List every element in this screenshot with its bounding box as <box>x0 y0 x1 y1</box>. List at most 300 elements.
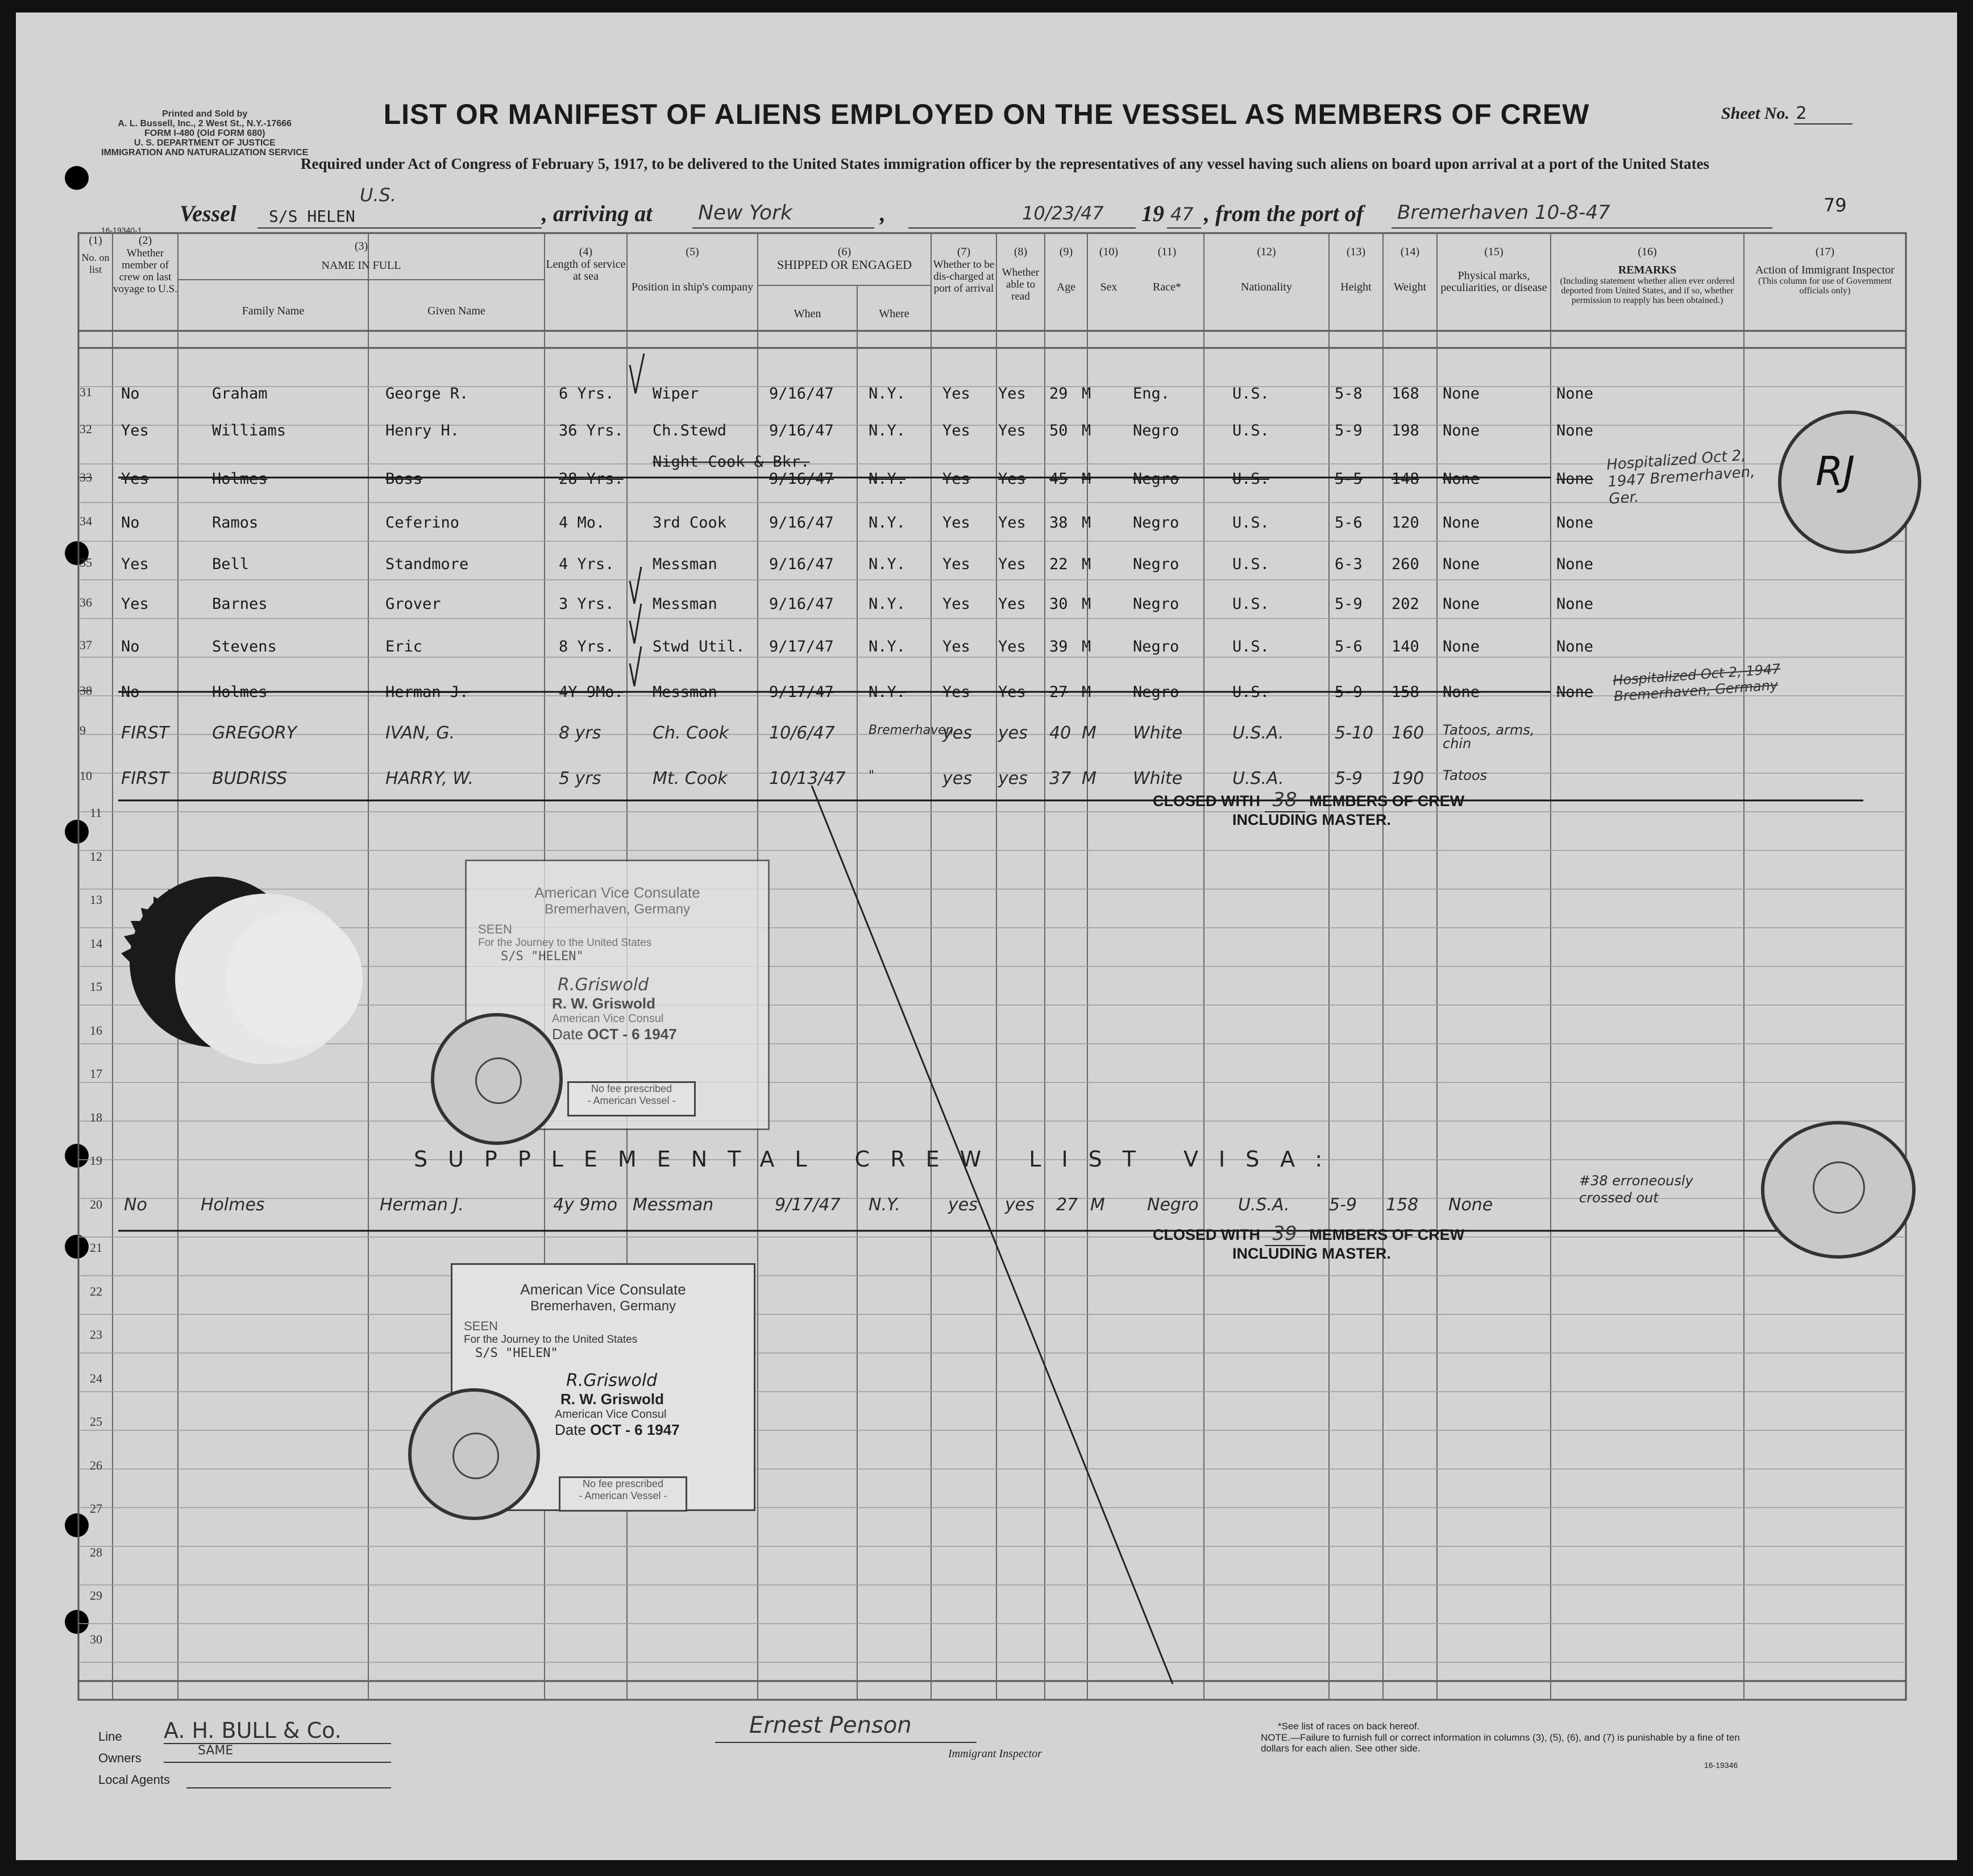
eagle-icon <box>452 1433 499 1479</box>
row-34-age: 38 <box>1049 514 1068 532</box>
col-header-action: Action of Immigrant Inspector <box>1755 264 1895 276</box>
col-header-remarks-sub: (Including statement whether alien ever ordered deported from United States, and if so, whether permission to reapply has been obtained.) <box>1560 276 1735 305</box>
row-34-last: No <box>121 514 140 532</box>
row-35-disch: Yes <box>942 555 970 573</box>
row-37-height: 5-6 <box>1335 638 1363 655</box>
col-header-family-name: Family Name <box>242 305 305 317</box>
consulate-seal-right-lower <box>1761 1121 1916 1259</box>
col-header-given-name: Given Name <box>427 305 485 317</box>
row-37-when: 9/17/47 <box>769 638 834 655</box>
arrival-date: 10/23/47 <box>1022 202 1104 224</box>
closed-line-2: CLOSED WITH 39 MEMBERS OF CREW <box>1153 1222 1465 1245</box>
row-37-service: 8 Yrs. <box>559 638 614 655</box>
consular-stamp-lower: American Vice Consulate Bremerhaven, Germany SEEN For the Journey to the United States S/S "HELEN" R.Griswold R. W. Griswold American Vice Consul Date OCT - 6 1947 <box>451 1263 755 1511</box>
row-37-given: Eric <box>385 638 423 655</box>
row-33-where: N.Y. <box>869 470 906 488</box>
row-10-weight: 190 <box>1392 769 1424 788</box>
row-37-remarks: None <box>1556 638 1594 655</box>
crew-count-2: 39 <box>1265 1222 1305 1246</box>
row-number-22: 22 <box>90 1284 102 1298</box>
row-33-weight: 148 <box>1392 470 1419 488</box>
col-header-race: Race* <box>1153 281 1181 293</box>
row-33-position: Night Cook & Bkr. <box>653 453 810 471</box>
row-35-race: Negro <box>1133 555 1179 573</box>
hospitalized-note-38: Hospitalized Oct 2, 1947 Bremerhaven, Germany <box>1612 661 1781 705</box>
row-9-read: yes <box>998 723 1028 743</box>
col-num-3: (3) <box>354 240 368 252</box>
row-number-17: 17 <box>90 1066 102 1081</box>
row-31-age: 29 <box>1049 385 1068 402</box>
col-header-age: Age <box>1056 281 1076 293</box>
row-9-where: Bremerhaven <box>869 723 954 737</box>
row-38-last: No <box>121 683 140 701</box>
consular-stamp-upper: American Vice Consulate Bremerhaven, Germany SEEN For the Journey to the United States S/S "HELEN" R.Griswold R. W. Griswold American Vice Consul Date OCT - 6 1947 <box>465 860 770 1130</box>
row-35-when: 9/16/47 <box>769 555 834 573</box>
row-number-18: 18 <box>90 1110 102 1124</box>
row-32-weight: 198 <box>1392 422 1419 439</box>
row-31-read: Yes <box>998 385 1026 402</box>
arriving-label: , arriving at <box>542 201 653 226</box>
col-num-1: (1) <box>89 234 102 247</box>
row-9-family: GREGORY <box>212 723 297 743</box>
supplemental-sex: M <box>1090 1195 1105 1215</box>
row-38-where: N.Y. <box>869 683 906 701</box>
row-38-marks: None <box>1443 683 1480 701</box>
owners-value: SAME <box>198 1744 234 1758</box>
row-32-marks: None <box>1443 422 1480 439</box>
row-35-position: Messman <box>653 555 717 573</box>
row-38-no: 38 <box>80 683 92 698</box>
row-37-where: N.Y. <box>869 638 906 655</box>
row-34-marks: None <box>1443 514 1480 532</box>
row-36-given: Grover <box>385 595 441 613</box>
vessel-name: S/S HELEN <box>269 207 355 226</box>
row-10-nat: U.S.A. <box>1232 769 1284 788</box>
supplemental-age: 27 <box>1056 1195 1078 1215</box>
row-35-remarks: None <box>1556 555 1594 573</box>
consulate-seal-upper <box>431 1013 563 1145</box>
row-36-marks: None <box>1443 595 1480 613</box>
crew-count-1: 38 <box>1265 788 1305 812</box>
row-36-height: 5-9 <box>1335 595 1363 613</box>
races-note: *See list of races on back hereof. <box>1278 1721 1420 1732</box>
vessel-label: Vessel <box>180 201 236 226</box>
row-number-20: 20 <box>90 1197 102 1211</box>
row-9-no: 9 <box>80 723 86 737</box>
row-32-position: Ch.Stewd <box>653 422 727 439</box>
row-9-marks: Tatoos, arms, chin <box>1443 722 1535 752</box>
row-number-16: 16 <box>90 1023 102 1037</box>
col-num-9: (9) <box>1059 246 1073 258</box>
eagle-icon <box>475 1057 522 1104</box>
row-32-given: Henry H. <box>385 422 460 439</box>
row-33-disch: Yes <box>942 470 970 488</box>
row-number-26: 26 <box>90 1458 102 1472</box>
row-34-where: N.Y. <box>869 514 906 532</box>
penalty-note: NOTE.—Failure to furnish full or correct information in columns (3), (5), (6), and (7) is punishable by a fine of ten dollars for each alien. See other side. <box>1261 1732 1740 1754</box>
including-master-2: INCLUDING MASTER. <box>1232 1245 1391 1262</box>
row-35-no: 35 <box>80 555 92 570</box>
col-header-height: Height <box>1340 281 1372 293</box>
row-33-no: 33 <box>80 470 92 484</box>
row-38-sex: M <box>1082 683 1091 701</box>
agents-label: Local Agents <box>98 1773 170 1787</box>
row-10-last: FIRST <box>121 769 169 788</box>
row-32-last: Yes <box>121 422 149 439</box>
supplemental-disch: yes <box>948 1195 978 1215</box>
row-38-remarks: None <box>1556 683 1594 701</box>
row-33-race: Negro <box>1133 470 1179 488</box>
row-33-read: Yes <box>998 470 1026 488</box>
row-number-25: 25 <box>90 1414 102 1429</box>
page-number: 79 <box>1824 194 1847 216</box>
row-number-19: 19 <box>90 1153 102 1168</box>
row-37-age: 39 <box>1049 638 1068 655</box>
supplemental-read: yes <box>1005 1195 1035 1215</box>
row-10-family: BUDRISS <box>212 769 288 788</box>
row-33-nat: U.S. <box>1232 470 1270 488</box>
row-34-disch: Yes <box>942 514 970 532</box>
col-header-action-sub: (This column for use of Government officials only) <box>1758 276 1892 296</box>
row-10-age: 37 <box>1049 769 1071 788</box>
row-number-30: 30 <box>90 1632 102 1646</box>
row-number-12: 12 <box>90 849 102 864</box>
row-36-read: Yes <box>998 595 1026 613</box>
row-9-when: 10/6/47 <box>769 723 835 743</box>
supplemental-position: Messman <box>633 1195 714 1215</box>
row-36-family: Barnes <box>212 595 268 613</box>
supplemental-weight: 158 <box>1386 1195 1419 1215</box>
row-35-nat: U.S. <box>1232 555 1270 573</box>
form-code: 16-19340-1 <box>101 226 142 235</box>
row-36-no: 36 <box>80 595 92 609</box>
row-36-remarks: None <box>1556 595 1594 613</box>
row-10-marks: Tatoos <box>1443 767 1488 783</box>
row-35-height: 6-3 <box>1335 555 1363 573</box>
row-10-no: 10 <box>80 769 92 783</box>
row-33-when: 9/16/47 <box>769 470 834 488</box>
row-34-weight: 120 <box>1392 514 1419 532</box>
col-header-read: Whether able to read <box>1002 267 1040 302</box>
row-32-no: 32 <box>80 422 92 436</box>
row-34-nat: U.S. <box>1232 514 1270 532</box>
row-33-service: 28 Yrs. <box>559 470 624 488</box>
row-35-service: 4 Yrs. <box>559 555 614 573</box>
row-33-marks: None <box>1443 470 1480 488</box>
row-number-24: 24 <box>90 1371 102 1385</box>
row-32-where: N.Y. <box>869 422 906 439</box>
col-header-discharged: Whether to be dis-charged at port of arrival <box>933 259 995 294</box>
col-header-marks: Physical marks, peculiarities, or disease <box>1440 269 1547 294</box>
supplemental-last: No <box>124 1195 147 1215</box>
row-number-27: 27 <box>90 1501 102 1516</box>
inspector-signature: Ernest Penson <box>749 1712 912 1738</box>
row-34-position: 3rd Cook <box>653 514 727 532</box>
row-35-given: Standmore <box>385 555 469 573</box>
row-9-height: 5-10 <box>1335 723 1374 743</box>
row-37-position: Stwd Util. <box>653 638 745 655</box>
row-31-position: Wiper <box>653 385 699 402</box>
supplemental-service: 4y 9mo <box>553 1195 618 1215</box>
row-35-last: Yes <box>121 555 149 573</box>
row-34-race: Negro <box>1133 514 1179 532</box>
line-value: A. H. BULL & Co. <box>164 1718 342 1743</box>
supplemental-family: Holmes <box>201 1195 265 1215</box>
row-34-read: Yes <box>998 514 1026 532</box>
row-38-height: 5-9 <box>1335 683 1363 701</box>
row-10-race: White <box>1133 769 1183 788</box>
row-33-family: Holmes <box>212 470 268 488</box>
supplemental-when: 9/17/47 <box>775 1195 841 1215</box>
col-num-8: (8) <box>1014 246 1028 258</box>
row-9-sex: M <box>1082 723 1096 743</box>
col-num-12: (12) <box>1257 246 1276 258</box>
sheet-number: Sheet No. 2 <box>1721 103 1852 123</box>
row-38-race: Negro <box>1133 683 1179 701</box>
including-master-1: INCLUDING MASTER. <box>1232 811 1391 828</box>
row-34-sex: M <box>1082 514 1091 532</box>
row-32-family: Williams <box>212 422 286 439</box>
row-38-weight: 158 <box>1392 683 1419 701</box>
row-10-when: 10/13/47 <box>769 769 846 788</box>
row-10-position: Mt. Cook <box>653 769 728 788</box>
row-31-height: 5-8 <box>1335 385 1363 402</box>
col-header-remarks: REMARKS <box>1618 264 1677 276</box>
col-header-when: When <box>794 308 821 320</box>
row-37-disch: Yes <box>942 638 970 655</box>
row-34-service: 4 Mo. <box>559 514 605 532</box>
row-number-29: 29 <box>90 1588 102 1603</box>
row-number-23: 23 <box>90 1327 102 1342</box>
owners-field <box>164 1744 391 1763</box>
row-32-disch: Yes <box>942 422 970 439</box>
row-10-sex: M <box>1082 769 1096 788</box>
row-36-service: 3 Yrs. <box>559 595 614 613</box>
row-9-weight: 160 <box>1392 723 1424 743</box>
row-10-where: " <box>869 769 875 783</box>
col-num-11: (11) <box>1157 246 1177 258</box>
row-36-where: N.Y. <box>869 595 906 613</box>
fee-stamp-upper: No fee prescribed - American Vessel - <box>567 1081 696 1117</box>
col-num-16: (16) <box>1638 246 1657 258</box>
col-header-position: Position in ship's company <box>631 281 754 293</box>
row-9-last: FIRST <box>121 723 169 743</box>
row-9-service: 8 yrs <box>559 723 601 743</box>
row-31-where: N.Y. <box>869 385 906 402</box>
manifest-title: LIST OR MANIFEST OF ALIENS EMPLOYED ON THE VESSEL AS MEMBERS OF CREW <box>383 98 1590 130</box>
col-num-14: (14) <box>1400 246 1420 258</box>
row-number-14: 14 <box>90 936 102 951</box>
row-36-sex: M <box>1082 595 1091 613</box>
row-38-family: Holmes <box>212 683 268 701</box>
row-10-read: yes <box>998 769 1028 788</box>
row-37-weight: 140 <box>1392 638 1419 655</box>
row-31-disch: Yes <box>942 385 970 402</box>
col-header-last-voyage: Whether member of crew on last voyage to U.S. <box>113 247 177 295</box>
row-31-family: Graham <box>212 385 268 402</box>
row-36-nat: U.S. <box>1232 595 1270 613</box>
col-num-13: (13) <box>1346 246 1366 258</box>
row-31-given: George R. <box>385 385 469 402</box>
row-33-sex: M <box>1082 470 1091 488</box>
col-num-10: (10) <box>1099 246 1119 258</box>
col-header-service: Length of service at sea <box>546 258 626 283</box>
row-38-age: 27 <box>1049 683 1068 701</box>
row-38-read: Yes <box>998 683 1026 701</box>
row-34-when: 9/16/47 <box>769 514 834 532</box>
supplemental-race: Negro <box>1147 1195 1199 1215</box>
vessel-flag: U.S. <box>360 184 397 206</box>
row-number-21: 21 <box>90 1240 102 1255</box>
row-32-age: 50 <box>1049 422 1068 439</box>
supplemental-heading: SUPPLEMENTAL CREW LIST VISA: <box>414 1147 1343 1172</box>
eagle-icon <box>1813 1161 1865 1214</box>
row-38-given: Herman J. <box>385 683 469 701</box>
ribbon-seal-icon <box>113 848 374 1087</box>
row-33-given: Boss <box>385 470 423 488</box>
line-label: Line <box>98 1729 122 1744</box>
row-34-family: Ramos <box>212 514 259 532</box>
row-9-position: Ch. Cook <box>653 723 729 743</box>
row-31-race: Eng. <box>1133 385 1170 402</box>
printer-imprint: Printed and Sold by A. L. Bussell, Inc., 2 West St., N.Y.-17666 FORM I-480 (Old FORM 680) U. S. DEPARTMENT OF JUSTICE IMMIGRATION AND NATURALIZATION SERVICE <box>101 109 309 157</box>
row-31-marks: None <box>1443 385 1480 402</box>
from-label: , from the port of <box>1204 201 1364 226</box>
fee-stamp-lower: No fee prescribed - American Vessel - <box>559 1476 687 1512</box>
col-header-where: Where <box>879 308 909 320</box>
row-31-service: 6 Yrs. <box>559 385 614 402</box>
col-num-7: (7) <box>957 246 971 258</box>
consulate-seal-lower <box>408 1388 540 1520</box>
year: 47 <box>1170 204 1194 225</box>
col-header-name: NAME IN FULL <box>321 259 401 272</box>
row-35-family: Bell <box>212 555 250 573</box>
row-35-age: 22 <box>1049 555 1068 573</box>
row-33-age: 45 <box>1049 470 1068 488</box>
row-32-sex: M <box>1082 422 1091 439</box>
row-36-position: Messman <box>653 595 717 613</box>
row-37-race: Negro <box>1133 638 1179 655</box>
row-36-disch: Yes <box>942 595 970 613</box>
row-10-disch: yes <box>942 769 972 788</box>
row-37-nat: U.S. <box>1232 638 1270 655</box>
col-num-15: (15) <box>1484 246 1503 258</box>
row-36-last: Yes <box>121 595 149 613</box>
row-34-given: Ceferino <box>385 514 460 532</box>
row-32-height: 5-9 <box>1335 422 1363 439</box>
row-31-weight: 168 <box>1392 385 1419 402</box>
col-header-weight: Weight <box>1393 281 1427 293</box>
row-35-sex: M <box>1082 555 1091 573</box>
row-9-nat: U.S.A. <box>1232 723 1284 743</box>
row-number-28: 28 <box>90 1545 102 1559</box>
row-31-last: No <box>121 385 140 402</box>
col-num-17: (17) <box>1815 246 1835 258</box>
requirement-text: Required under Act of Congress of February 5, 1917, to be delivered to the United States immigration officer by the representatives of any vessel having such aliens on board upon arrival at a port of the United States <box>300 155 1710 172</box>
inspector-signature-field <box>715 1712 977 1743</box>
row-10-height: 5-9 <box>1335 769 1363 788</box>
row-38-when: 9/17/47 <box>769 683 834 701</box>
supplemental-remarks: #38 erroneously crossed out <box>1579 1173 1693 1206</box>
row-32-nat: U.S. <box>1232 422 1270 439</box>
closed-line-1: CLOSED WITH 38 MEMBERS OF CREW <box>1153 788 1465 811</box>
row-36-race: Negro <box>1133 595 1179 613</box>
row-37-no: 37 <box>80 638 92 652</box>
agents-field <box>186 1770 391 1788</box>
row-10-service: 5 yrs <box>559 769 601 788</box>
row-33-height: 5-5 <box>1335 470 1363 488</box>
supplemental-nat: U.S.A. <box>1238 1195 1290 1215</box>
row-36-when: 9/16/47 <box>769 595 834 613</box>
row-number-15: 15 <box>90 979 102 994</box>
col-num-2: (2) <box>138 234 152 247</box>
row-34-remarks: None <box>1556 514 1594 532</box>
supplemental-given: Herman J. <box>380 1195 464 1215</box>
row-32-read: Yes <box>998 422 1026 439</box>
row-37-family: Stevens <box>212 638 277 655</box>
row-31-nat: U.S. <box>1232 385 1270 402</box>
row-31-when: 9/16/47 <box>769 385 834 402</box>
row-35-weight: 260 <box>1392 555 1419 573</box>
row-31-no: 31 <box>80 385 92 399</box>
line-field <box>164 1718 391 1744</box>
consulate-seal-right-upper: RJ <box>1778 410 1921 554</box>
row-35-marks: None <box>1443 555 1480 573</box>
row-33-last: Yes <box>121 470 149 488</box>
col-header-nationality: Nationality <box>1241 281 1292 293</box>
row-9-disch: yes <box>942 723 972 743</box>
row-34-no: 34 <box>80 514 92 528</box>
hospitalized-note-33: Hospitalized Oct 2, 1947 Bremerhaven, Ger. <box>1606 447 1756 508</box>
row-32-race: Negro <box>1133 422 1179 439</box>
row-38-nat: U.S. <box>1232 683 1270 701</box>
row-32-when: 9/16/47 <box>769 422 834 439</box>
row-37-sex: M <box>1082 638 1091 655</box>
row-36-age: 30 <box>1049 595 1068 613</box>
row-31-remarks: None <box>1556 385 1594 402</box>
year-prefix: 19 <box>1141 201 1164 226</box>
row-37-marks: None <box>1443 638 1480 655</box>
row-number-11: 11 <box>90 806 102 820</box>
inspector-label: Immigrant Inspector <box>948 1748 1042 1760</box>
row-37-last: No <box>121 638 140 655</box>
row-10-given: HARRY, W. <box>385 769 474 788</box>
row-number-13: 13 <box>90 893 102 907</box>
row-9-race: White <box>1133 723 1183 743</box>
row-9-age: 40 <box>1049 723 1071 743</box>
col-header-no-on-list: No. on list <box>81 252 110 275</box>
col-header-sex: Sex <box>1100 281 1118 293</box>
from-port: Bremerhaven 10-8-47 <box>1397 201 1610 224</box>
row-33-remarks: None <box>1556 470 1594 488</box>
row-9-given: IVAN, G. <box>385 723 455 743</box>
row-37-read: Yes <box>998 638 1026 655</box>
supplemental-where: N.Y. <box>869 1195 900 1215</box>
row-31-sex: M <box>1082 385 1091 402</box>
col-header-shipped: SHIPPED OR ENGAGED <box>776 258 912 272</box>
col-num-5: (5) <box>686 246 699 258</box>
row-38-position: Messman <box>653 683 717 701</box>
supplemental-marks: None <box>1448 1195 1493 1215</box>
row-35-read: Yes <box>998 555 1026 573</box>
col-num-6: (6) <box>837 246 851 258</box>
row-35-where: N.Y. <box>869 555 906 573</box>
row-32-service: 36 Yrs. <box>559 422 624 439</box>
row-36-weight: 202 <box>1392 595 1419 613</box>
row-38-service: 4Y 9Mo. <box>559 683 624 701</box>
row-38-disch: Yes <box>942 683 970 701</box>
col-num-4: (4) <box>579 246 593 258</box>
